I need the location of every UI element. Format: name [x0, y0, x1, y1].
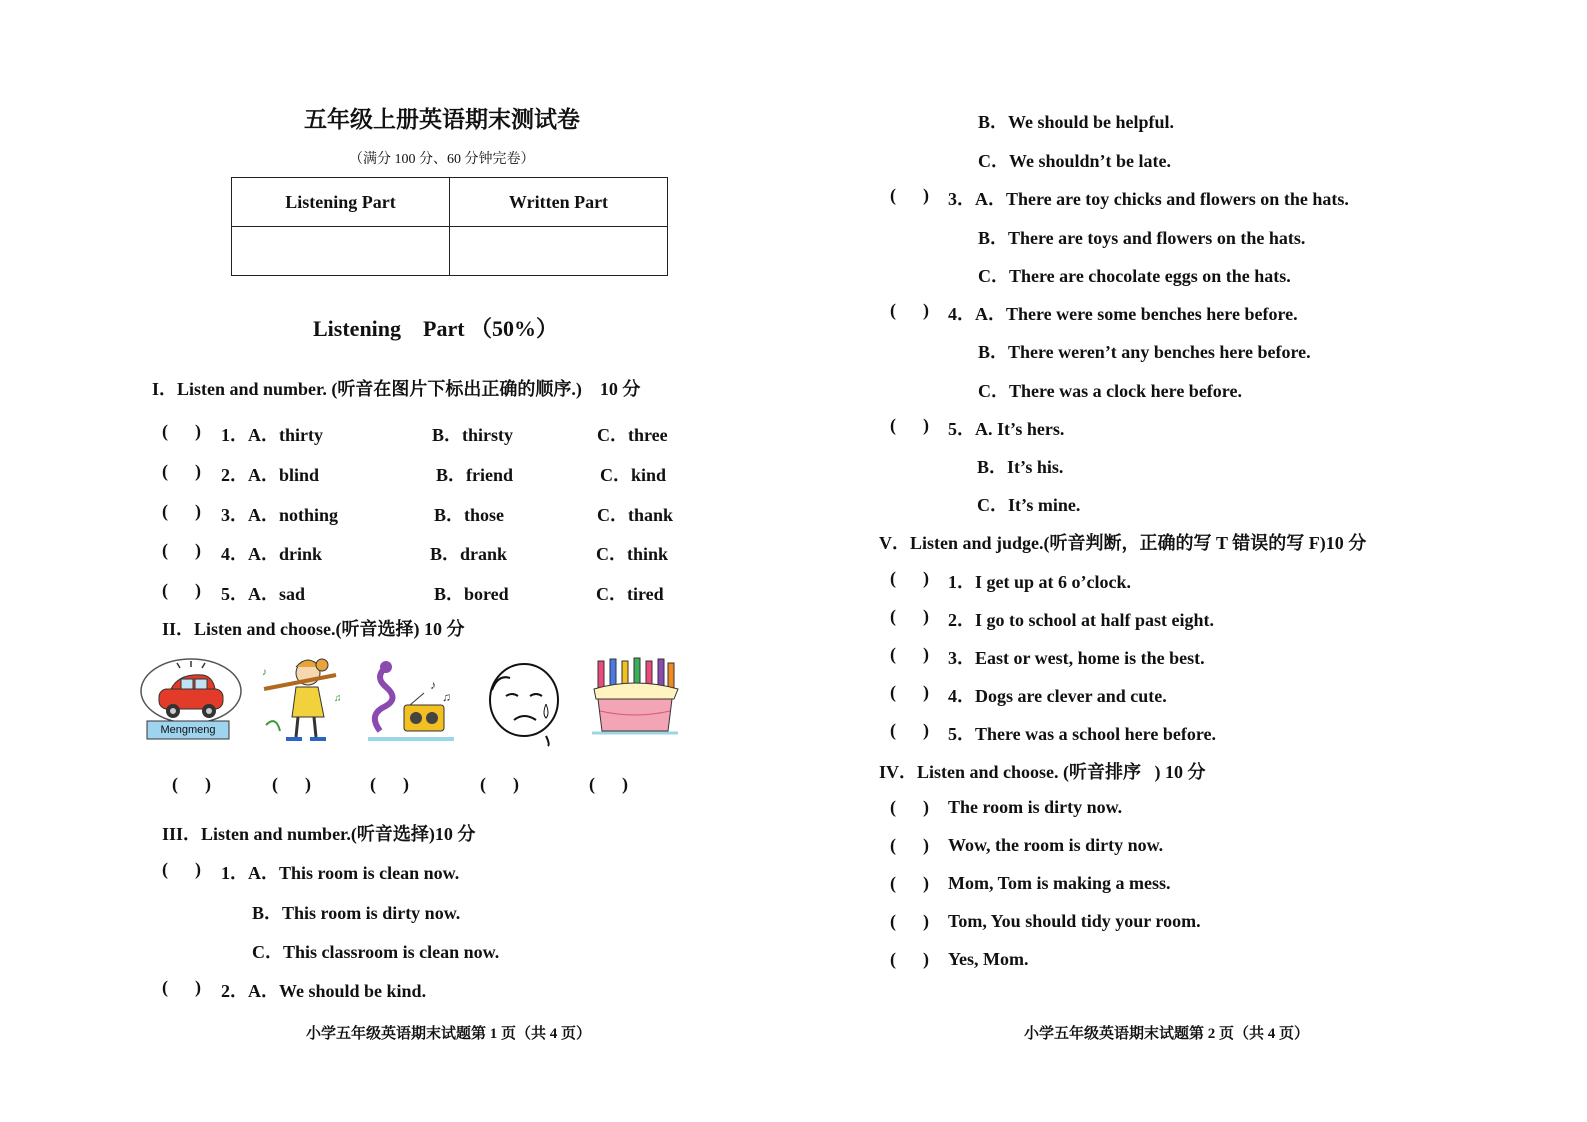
- option-b: B．We should be helpful.: [978, 112, 1175, 132]
- dialogue-line: Yes, Mom.: [948, 949, 1029, 969]
- score-table: [231, 177, 668, 276]
- dialogue-line: Wow, the room is dirty now.: [948, 835, 1164, 855]
- page2-footer: 小学五年级英语期末试题第 2 页（共 4 页）: [1024, 1026, 1310, 1042]
- svg-text:♫: ♫: [334, 693, 342, 704]
- answer-bracket[interactable]: ( ): [890, 682, 929, 702]
- option-a: 2．A．We should be kind.: [221, 981, 427, 1001]
- answer-bracket[interactable]: ( ): [890, 185, 929, 205]
- option-c: C．three: [597, 425, 668, 445]
- answer-bracket[interactable]: ( ): [890, 568, 929, 588]
- exam-subtitle: （满分 100 分、60 分钟完卷）: [349, 152, 535, 167]
- option-c: C．tired: [596, 584, 664, 604]
- car-picture: [137, 655, 245, 743]
- option-c: C．thank: [597, 505, 674, 525]
- exam-title: 五年级上册英语期末测试卷: [304, 107, 580, 132]
- listening-heading: Listening Part （50%）: [313, 316, 559, 341]
- picture-answer-bracket[interactable]: ( ): [589, 774, 628, 794]
- section1-heading: I．Listen and number. (听音在图片下标出正确的顺序.) 10 分: [152, 379, 641, 399]
- option-b: B．This room is dirty now.: [252, 903, 461, 923]
- answer-bracket[interactable]: ( ): [890, 949, 929, 969]
- section4-heading: IV．Listen and choose. (听音排序 ) 10 分: [879, 762, 1206, 782]
- judge-statement: 4．Dogs are clever and cute.: [948, 686, 1167, 706]
- picture-answer-bracket[interactable]: ( ): [272, 774, 311, 794]
- judge-statement: 3．East or west, home is the best.: [948, 648, 1205, 668]
- dialogue-line: Tom, You should tidy your room.: [948, 911, 1201, 931]
- picture-answer-bracket[interactable]: ( ): [480, 774, 519, 794]
- option-a: 1．A．This room is clean now.: [221, 863, 460, 883]
- written-part-header: Written Part: [450, 178, 668, 227]
- section3-heading: III．Listen and number.(听音选择)10 分: [162, 824, 476, 844]
- option-b: B．bored: [434, 584, 509, 604]
- svg-text:♫: ♫: [442, 690, 451, 704]
- option-a: 1．A．thirty: [221, 425, 323, 445]
- answer-bracket[interactable]: ( ): [890, 835, 929, 855]
- option-c: C．think: [596, 544, 669, 564]
- svg-text:♪: ♪: [262, 667, 267, 678]
- picture-answer-bracket[interactable]: ( ): [172, 774, 211, 794]
- judge-statement: 1．I get up at 6 o’clock.: [948, 572, 1131, 592]
- answer-bracket[interactable]: ( ): [162, 859, 201, 879]
- picture-answer-bracket[interactable]: ( ): [370, 774, 409, 794]
- option-a: 5．A. It’s hers.: [948, 419, 1065, 439]
- snake-radio-picture: [364, 655, 459, 743]
- answer-bracket[interactable]: ( ): [162, 540, 201, 560]
- option-a: 5．A．sad: [221, 584, 306, 604]
- answer-bracket[interactable]: ( ): [162, 461, 201, 481]
- option-c: C．It’s mine.: [977, 495, 1081, 515]
- answer-bracket[interactable]: ( ): [890, 720, 929, 740]
- option-a: 3．A．nothing: [221, 505, 339, 525]
- listening-score-cell[interactable]: [232, 227, 450, 276]
- section5-heading: V．Listen and judge.(听音判断，正确的写 T 错误的写 F)10 分: [879, 533, 1367, 553]
- option-c: C．We shouldn’t be late.: [978, 151, 1172, 171]
- option-c: C．There are chocolate eggs on the hats.: [978, 266, 1291, 286]
- crying-face-picture: [484, 660, 564, 748]
- answer-bracket[interactable]: ( ): [890, 911, 929, 931]
- answer-bracket[interactable]: ( ): [162, 977, 201, 997]
- answer-bracket[interactable]: ( ): [162, 580, 201, 600]
- option-b: B．drank: [430, 544, 508, 564]
- answer-bracket[interactable]: ( ): [890, 797, 929, 817]
- option-b: B．It’s his.: [977, 457, 1064, 477]
- answer-bracket[interactable]: ( ): [162, 501, 201, 521]
- answer-bracket[interactable]: ( ): [890, 415, 929, 435]
- answer-bracket[interactable]: ( ): [890, 644, 929, 664]
- section2-heading: II．Listen and choose.(听音选择) 10 分: [162, 619, 465, 639]
- option-a: 4．A．There were some benches here before.: [948, 304, 1298, 324]
- option-b: B．thirsty: [432, 425, 513, 445]
- svg-text:♪: ♪: [430, 678, 436, 692]
- option-a: 3．A．There are toy chicks and flowers on the hats.: [948, 189, 1349, 209]
- listening-part-header: Listening Part: [232, 178, 450, 227]
- option-a: 4．A．drink: [221, 544, 323, 564]
- girl-flute-picture: [256, 655, 351, 743]
- written-score-cell[interactable]: [450, 227, 668, 276]
- dialogue-line: The room is dirty now.: [948, 797, 1123, 817]
- judge-statement: 5．There was a school here before.: [948, 724, 1216, 744]
- option-c: C．There was a clock here before.: [978, 381, 1242, 401]
- judge-statement: 2．I go to school at half past eight.: [948, 610, 1215, 630]
- answer-bracket[interactable]: ( ): [890, 300, 929, 320]
- answer-bracket[interactable]: ( ): [162, 421, 201, 441]
- answer-bracket[interactable]: ( ): [890, 873, 929, 893]
- option-c: C．kind: [600, 465, 667, 485]
- option-a: 2．A．blind: [221, 465, 320, 485]
- page1-footer: 小学五年级英语期末试题第 1 页（共 4 页）: [306, 1026, 592, 1042]
- option-b: B．friend: [436, 465, 514, 485]
- option-b: B．those: [434, 505, 505, 525]
- dialogue-line: Mom, Tom is making a mess.: [948, 873, 1171, 893]
- option-c: C．This classroom is clean now.: [252, 942, 500, 962]
- car-label: Mengmeng: [160, 724, 216, 736]
- option-b: B．There are toys and flowers on the hats.: [978, 228, 1306, 248]
- option-b: B．There weren’t any benches here before.: [978, 342, 1311, 362]
- birthday-cake-picture: [590, 655, 680, 740]
- answer-bracket[interactable]: ( ): [890, 606, 929, 626]
